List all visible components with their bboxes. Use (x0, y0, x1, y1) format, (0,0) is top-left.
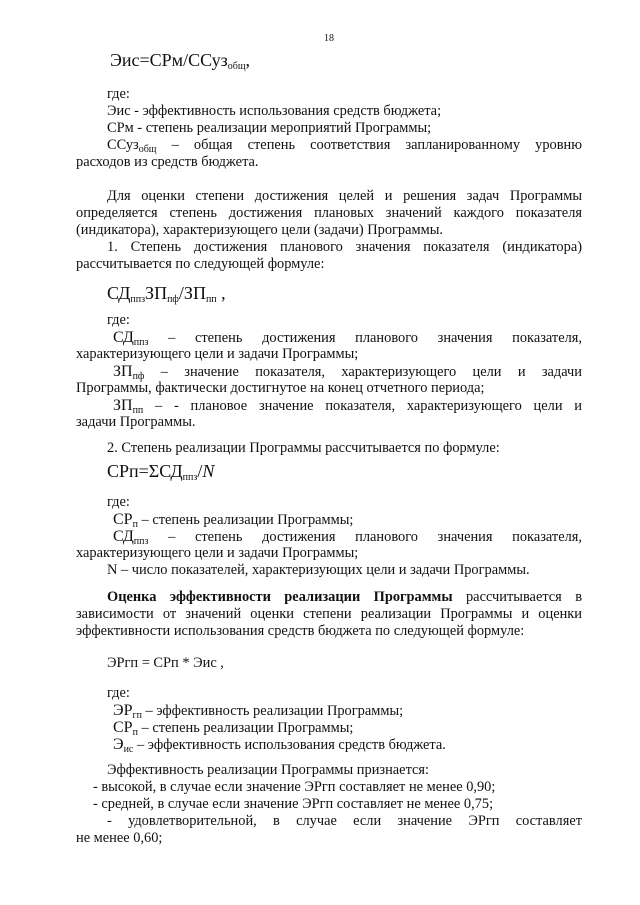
recognized-line: Эффективность реализации Программы признается: (107, 762, 430, 778)
where-label: где: (107, 494, 130, 510)
formula-srp: $СРп=\Sigma СД_{ппз}/N$ (107, 461, 215, 483)
definition-srp: $СР_п$ – степень реализации Программы; (113, 511, 354, 530)
formula-sd: $СД_{ппз}ЗП_{пф}/ЗП_{пп}$ , (107, 283, 226, 305)
definition-ssuz-cont: расходов из средств бюджета. (76, 154, 259, 170)
paragraph-line: эффективности использования средств бюджета по следующей формуле: (76, 623, 525, 639)
definition-eis2: $Э_{ис}$ – эффективность использования средств бюджета. (113, 736, 446, 755)
definition-ergp: $ЭР_{гп}$ – эффективность реализации Программы; (113, 702, 404, 721)
definition-zppf: $ЗП_{пф}$ – значение показателя, характеризующего цели и задачи (113, 363, 582, 382)
definition-n: N – число показателей, характеризующих цели и задачи Программы. (107, 562, 530, 578)
where-label: где: (107, 685, 130, 701)
paragraph-line: зависимости от значений оценки степени реализации Программы и оценки (76, 606, 582, 622)
definition-eis: Эис - эффективность использования средств бюджета; (107, 103, 442, 119)
paragraph-line: Для оценки степени достижения целей и решения задач Программы (107, 188, 582, 204)
definition-sd-cont: характеризующего цели и задачи Программы; (76, 346, 359, 362)
definition-sd2-cont: характеризующего цели и задачи Программы; (76, 545, 359, 561)
definition-sd: $СД_{ппз}$ – степень достижения планового значения показателя, (113, 329, 582, 348)
list-item: - средней, в случае если значение ЭРгп составляет не менее 0,75; (93, 796, 494, 812)
where-label: где: (107, 86, 130, 102)
formula-ergp: ЭРгп = СРп * Эис , (107, 655, 224, 671)
definition-sd2: $СД_{ппз}$ – степень достижения планового значения показателя, (113, 528, 582, 547)
list-item: - удовлетворительной, в случае если значение ЭРгп составляет (107, 813, 582, 829)
paragraph-line: определяется степень достижения плановых значений каждого показателя (76, 205, 582, 221)
paragraph-line: (индикатора), характеризующего цели (задачи) Программы. (76, 222, 443, 238)
where-label: где: (107, 312, 130, 328)
definition-srm: СРм - степень реализации мероприятий Программы; (107, 120, 432, 136)
paragraph-line: 1. Степень достижения планового значения показателя (индикатора) (107, 239, 582, 255)
list-item-cont: не менее 0,60; (76, 830, 163, 846)
formula-eis: Эис=СРм/ССуз$_{общ}$, (110, 50, 251, 72)
definition-zppp: $ЗП_{пп}$ – - плановое значение показателя, характеризующего цели и (113, 397, 582, 416)
paragraph-line: рассчитывается по следующей формуле: (76, 256, 325, 272)
efficiency-heading-line: Оценка эффективности реализации Программы рассчитывается в (107, 589, 582, 605)
paragraph-line: 2. Степень реализации Программы рассчитывается по формуле: (107, 440, 500, 456)
definition-ssuz: ССуз$_{общ}$ – общая степень соответствия запланированному уровню (107, 137, 582, 155)
list-item: - высокой, в случае если значение ЭРгп составляет не менее 0,90; (93, 779, 496, 795)
definition-zppp-cont: задачи Программы. (76, 414, 196, 430)
definition-srp2: $СР_п$ – степень реализации Программы; (113, 719, 354, 738)
page-number: 18 (324, 33, 334, 44)
definition-zppf-cont: Программы, фактически достигнутое на конец отчетного периода; (76, 380, 485, 396)
